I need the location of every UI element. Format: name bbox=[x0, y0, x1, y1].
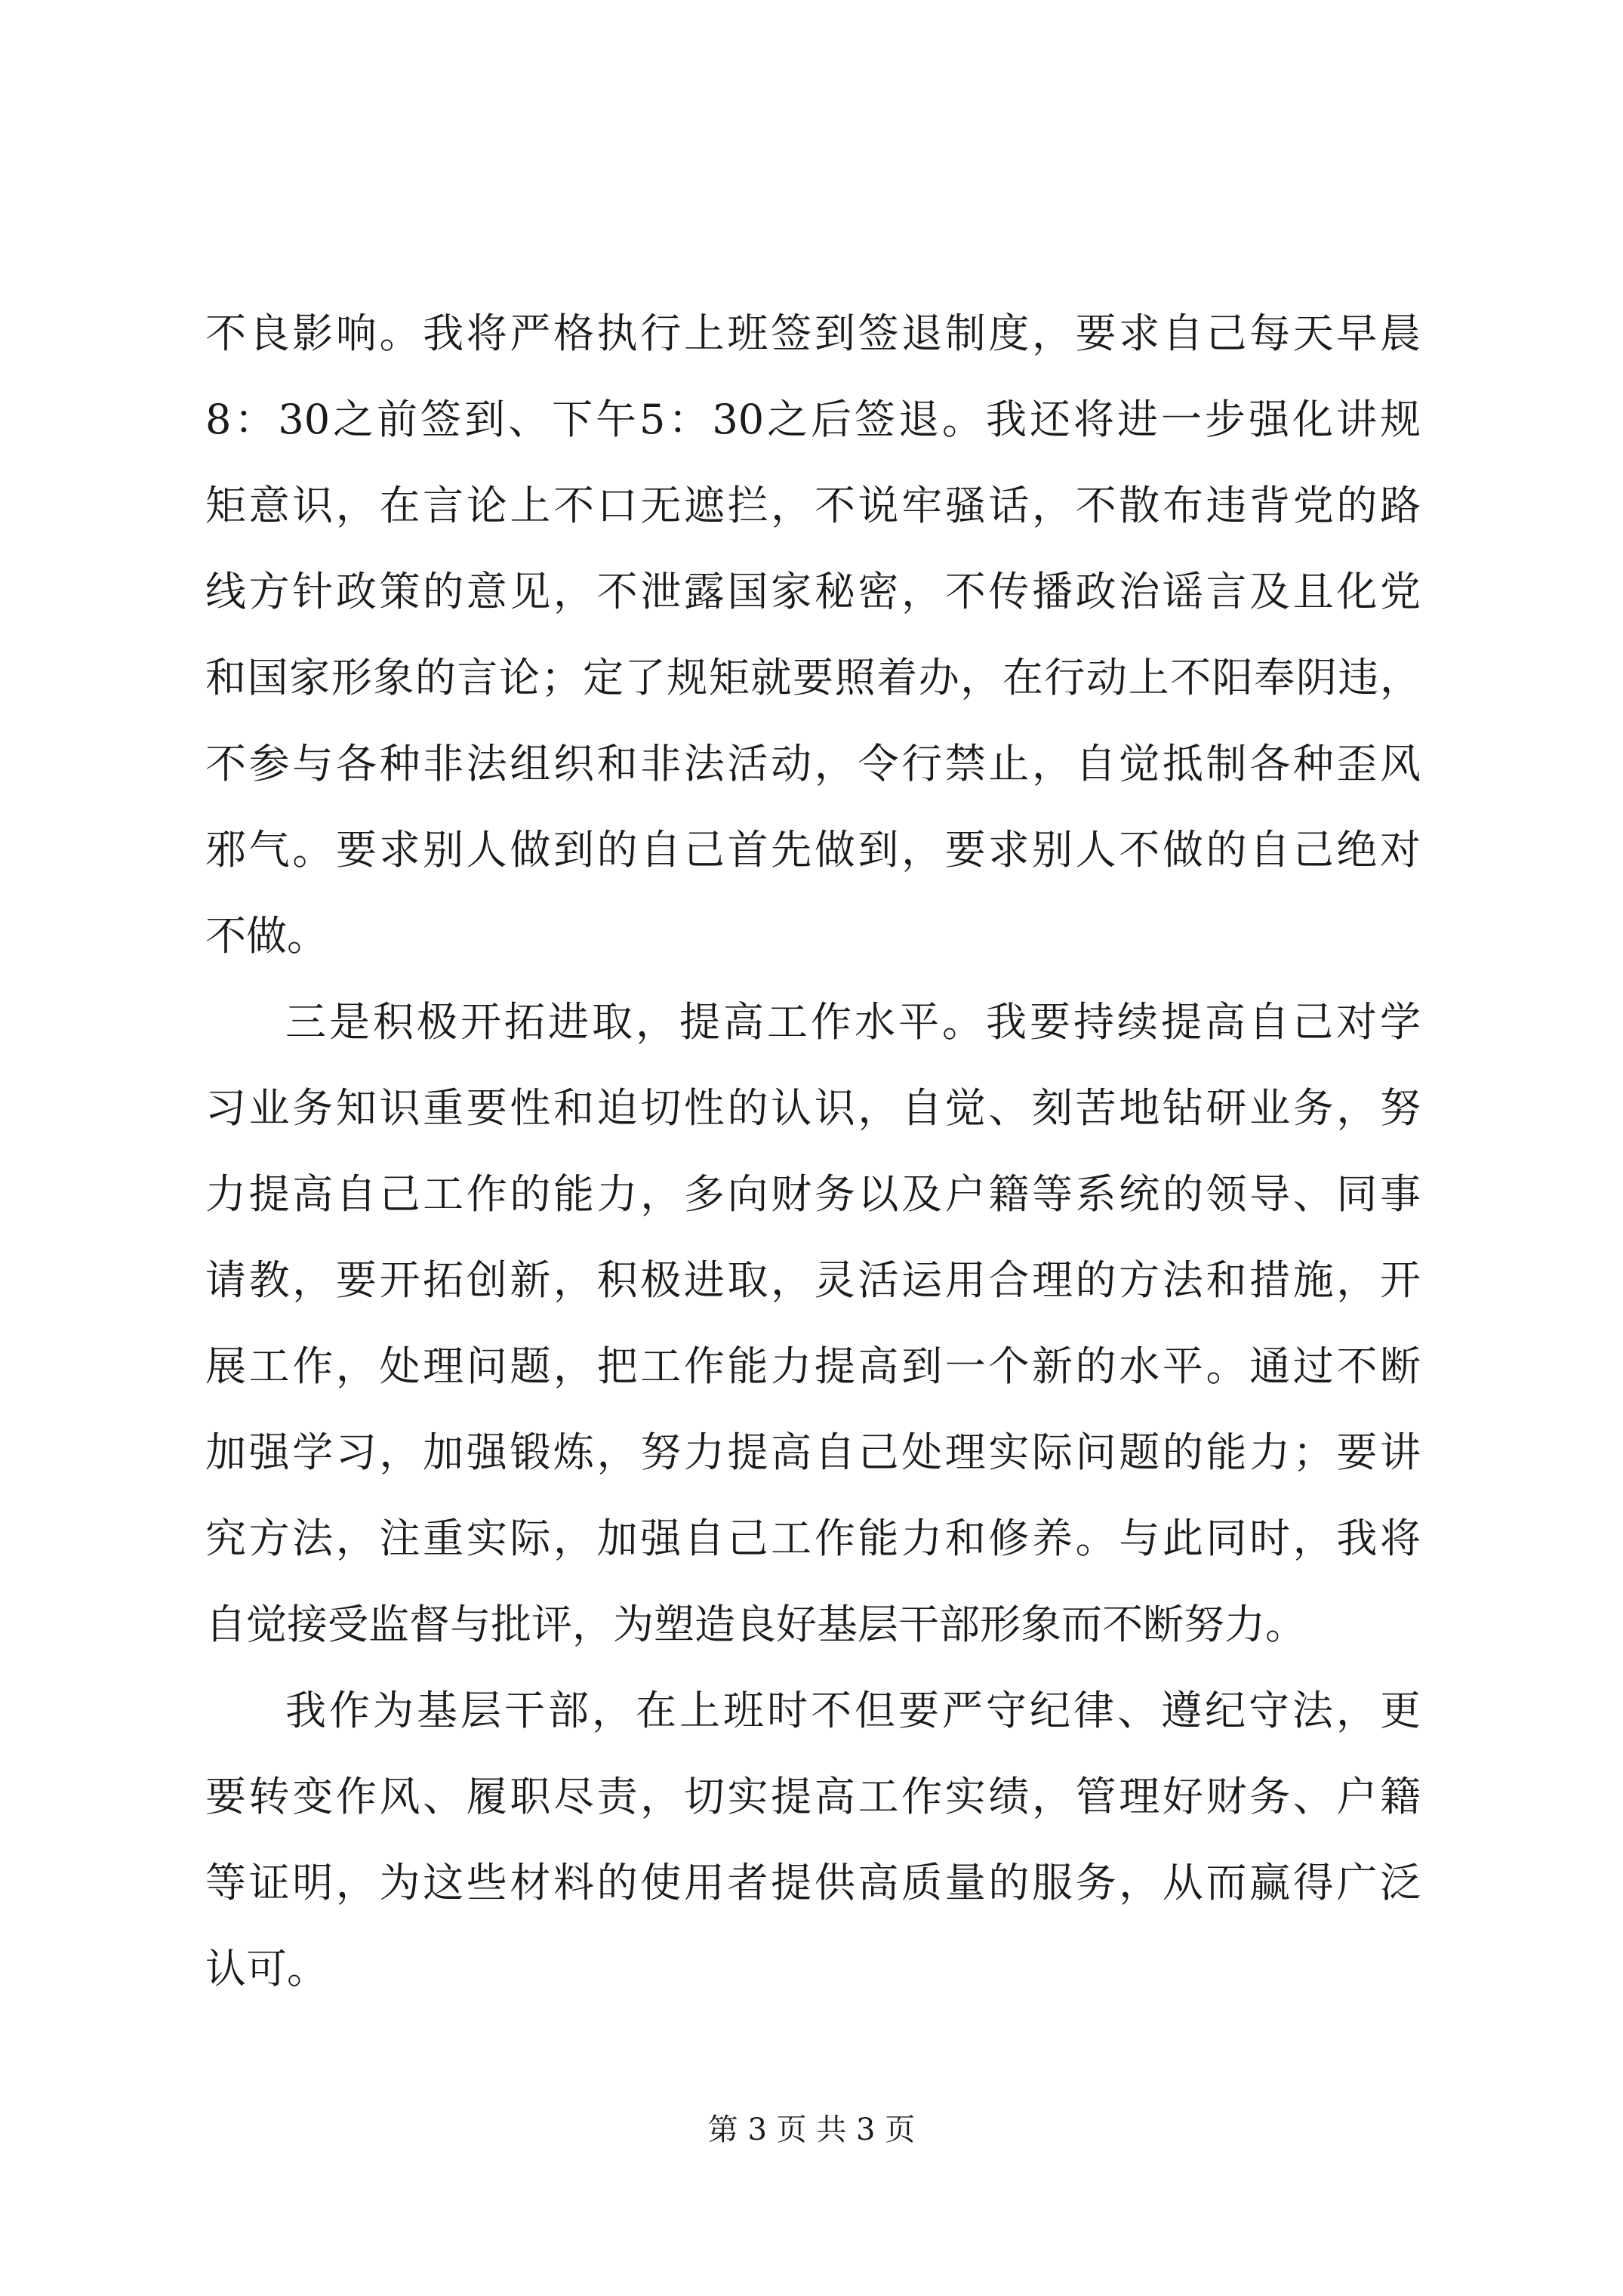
paragraph-1-line-1: 不良影响。我将严格执行上班签到签退制度，要求自己每天早晨 bbox=[205, 310, 1421, 357]
paragraph-2-line-8: 自觉接受监督与批评，为塑造良好基层干部形象而不断努力。 bbox=[205, 1601, 1306, 1648]
paragraph-1-line-4: 线方针政策的意见，不泄露国家秘密，不传播政治谣言及且化党 bbox=[205, 568, 1421, 615]
paragraph-1-line-3: 矩意识，在言论上不口无遮拦，不说牢骚话，不散布违背党的路 bbox=[205, 482, 1421, 529]
page-number-footer: 第 3 页 共 3 页 bbox=[707, 2113, 916, 2147]
paragraph-2-line-1: 三是积极开拓进取，提高工作水平。我要持续提高自己对学 bbox=[285, 998, 1421, 1046]
paragraph-1-line-2: 8：30之前签到、下午5：30之后签退。我还将进一步强化讲规 bbox=[205, 396, 1421, 443]
paragraph-3-line-2: 要转变作风、履职尽责，切实提高工作实绩，管理好财务、户籍 bbox=[205, 1773, 1421, 1820]
paragraph-2-line-5: 展工作，处理问题，把工作能力提高到一个新的水平。通过不断 bbox=[205, 1342, 1421, 1390]
paragraph-1-line-5: 和国家形象的言论；定了规矩就要照着办，在行动上不阳奉阴违， bbox=[205, 654, 1421, 701]
paragraph-2-line-4: 请教，要开拓创新，积极进取，灵活运用合理的方法和措施，开 bbox=[205, 1256, 1421, 1304]
paragraph-3-line-4: 认可。 bbox=[205, 1945, 328, 1992]
paragraph-1-line-6: 不参与各种非法组织和非法活动，令行禁止，自觉抵制各种歪风 bbox=[205, 740, 1421, 787]
paragraph-2-line-6: 加强学习，加强锻炼，努力提高自己处理实际问题的能力；要讲 bbox=[205, 1428, 1421, 1476]
paragraph-2-line-2: 习业务知识重要性和迫切性的认识，自觉、刻苦地钻研业务，努 bbox=[205, 1084, 1421, 1132]
paragraph-3-line-3: 等证明，为这些材料的使用者提供高质量的服务，从而赢得广泛 bbox=[205, 1859, 1421, 1906]
paragraph-1-line-7: 邪气。要求别人做到的自己首先做到，要求别人不做的自己绝对 bbox=[205, 826, 1421, 874]
paragraph-3-line-1: 我作为基层干部，在上班时不但要严守纪律、遵纪守法，更 bbox=[285, 1687, 1421, 1734]
paragraph-2-line-3: 力提高自己工作的能力，多向财务以及户籍等系统的领导、同事 bbox=[205, 1170, 1421, 1218]
paragraph-2-line-7: 究方法，注重实际，加强自己工作能力和修养。与此同时，我将 bbox=[205, 1515, 1421, 1562]
paragraph-1-line-8: 不做。 bbox=[205, 912, 328, 960]
